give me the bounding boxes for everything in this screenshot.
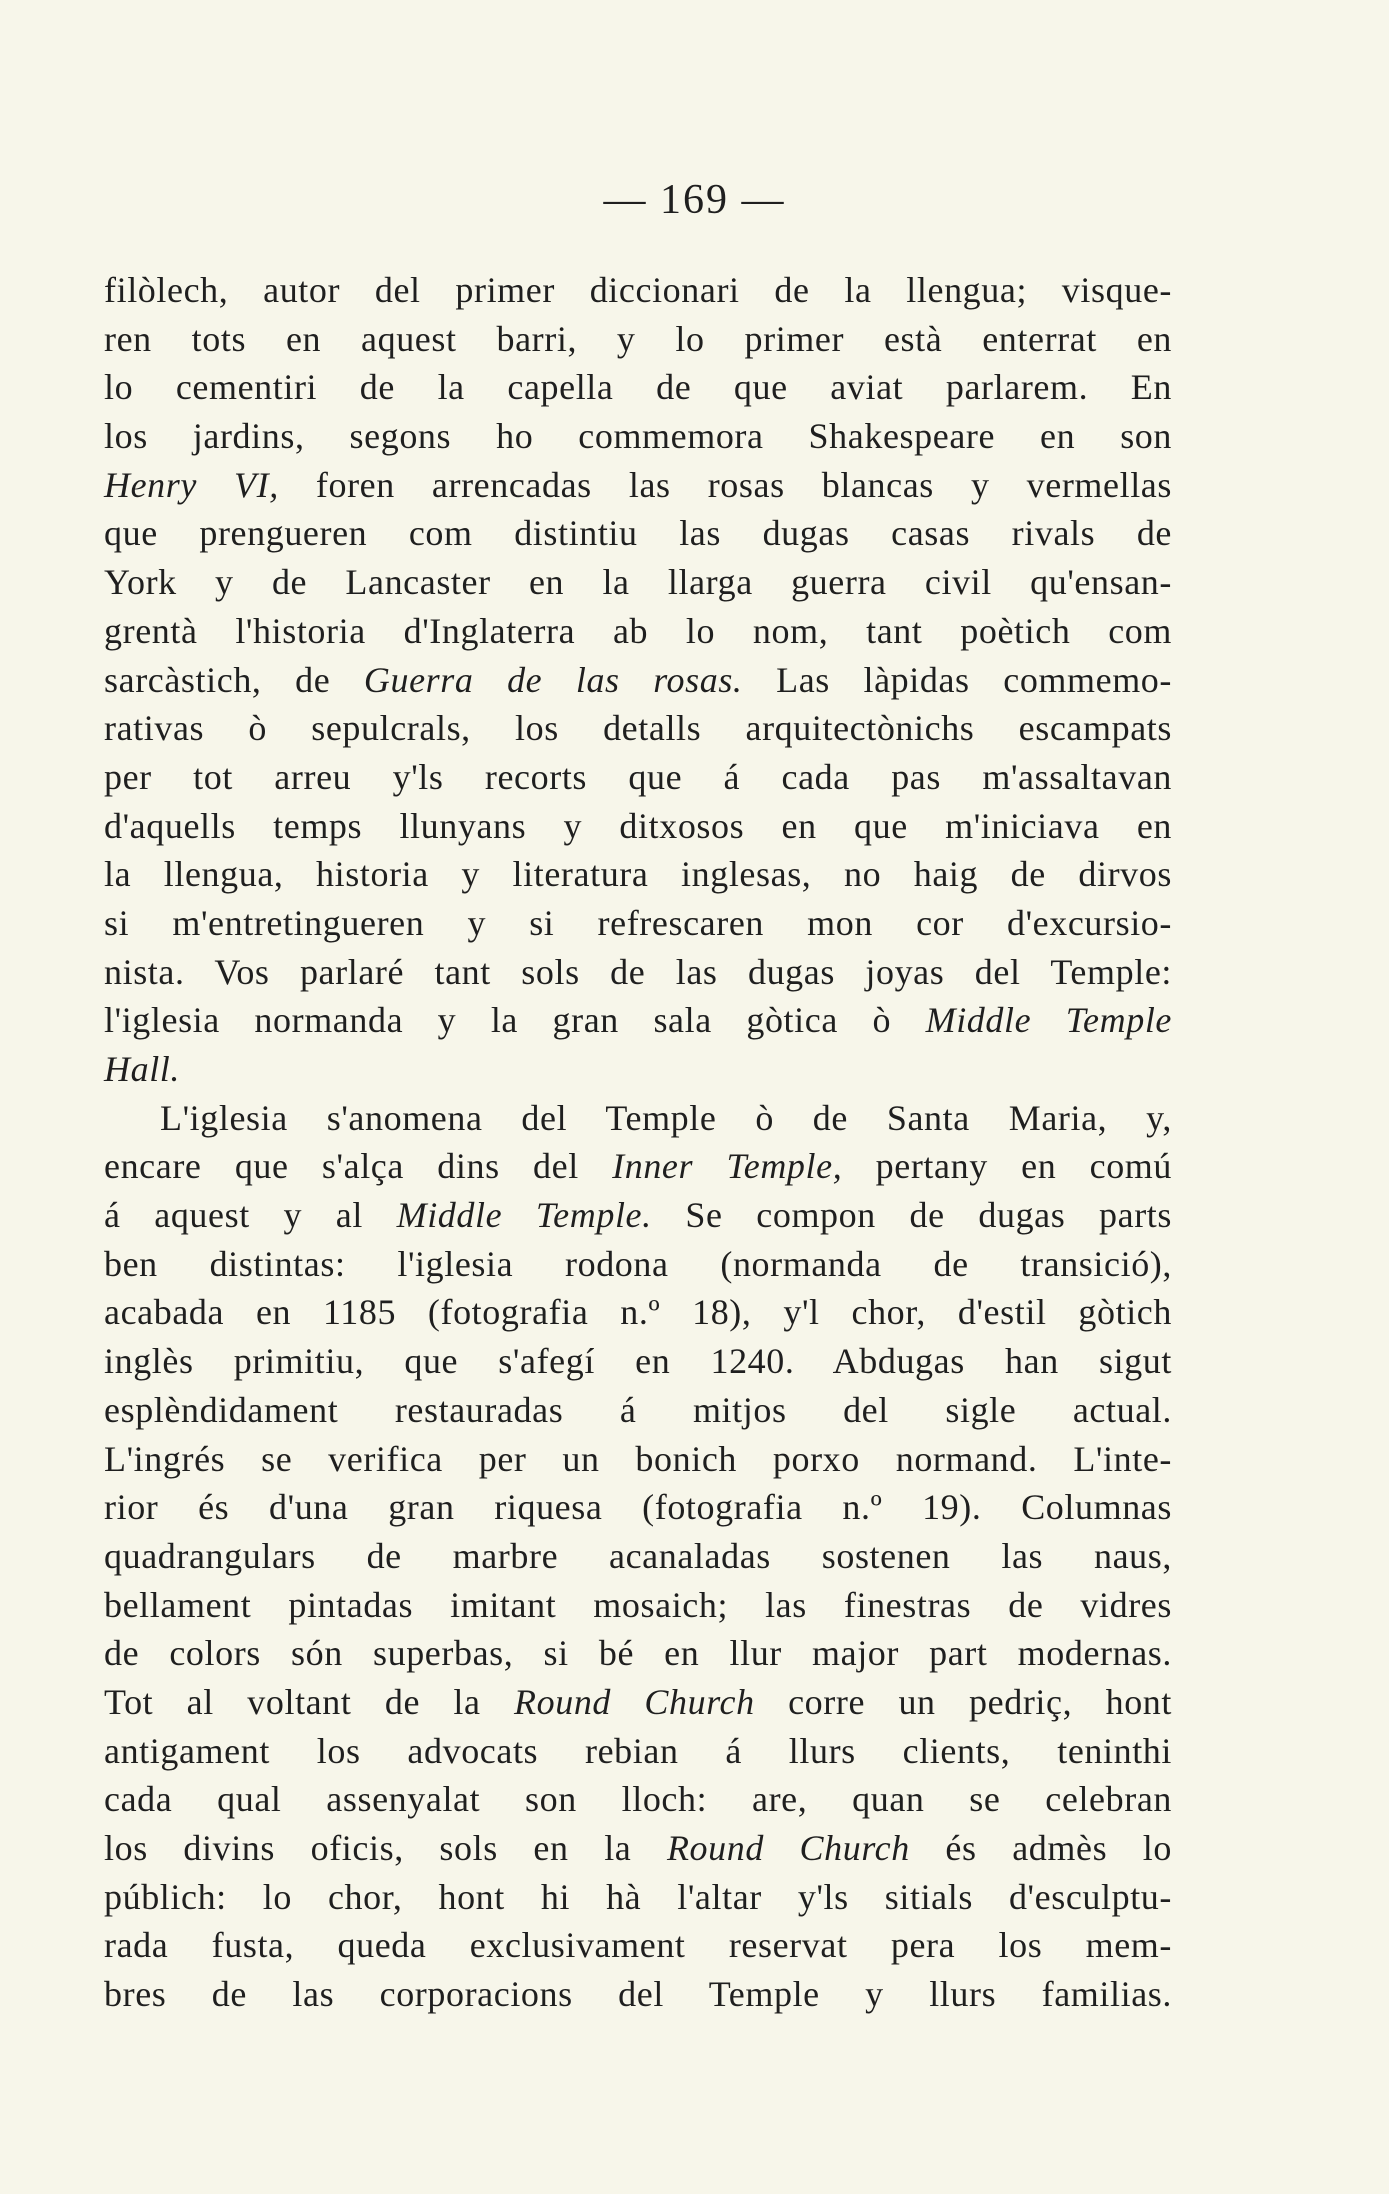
text-segment: esplèndidament restauradas á mitjos del sigle actual. <box>104 1389 1172 1430</box>
text-line <box>104 1727 1172 1776</box>
text-line <box>104 1337 1172 1386</box>
text-segment: encare que s'alça dins del <box>104 1146 613 1187</box>
text-line <box>104 1824 1172 1873</box>
text-segment: corre un pedriç, hont <box>754 1681 1172 1722</box>
italic-text-segment: Hall. <box>104 1049 181 1089</box>
text-line <box>104 1288 1172 1337</box>
text-segment: L'ingrés se verifica per un bonich porxo normand. L'inte- <box>104 1438 1172 1479</box>
text-segment: quadrangulars de marbre acanaladas sostenen las naus, <box>104 1535 1172 1576</box>
text-line <box>104 509 1172 558</box>
text-segment: lo cementiri de la capella de que aviat parlarem. En <box>104 367 1172 408</box>
text-line <box>104 1045 1172 1094</box>
text-segment: bellament pintadas imitant mosaich; las finestras de vidres <box>104 1584 1172 1625</box>
text-line <box>104 1873 1172 1922</box>
text-segment: rativas ò sepulcrals, los detalls arquitectònichs escampats <box>104 708 1172 749</box>
text-segment: si m'entretingueren y si refrescaren mon cor d'excursio- <box>104 902 1172 943</box>
text-line <box>104 363 1172 412</box>
text-segment: rada fusta, queda exclusivament reservat pera los mem- <box>104 1925 1172 1966</box>
text-line <box>104 753 1172 802</box>
text-line <box>104 607 1172 656</box>
page-number: — 169 — <box>603 177 786 223</box>
italic-text-segment: Round Church <box>666 1828 910 1868</box>
text-line <box>104 996 1172 1045</box>
text-line <box>104 1678 1172 1727</box>
text-line <box>104 850 1172 899</box>
text-line <box>104 1142 1172 1191</box>
italic-text-segment: Henry VI, <box>104 464 279 505</box>
text-line <box>104 1581 1172 1630</box>
text-segment: foren arrencadas las rosas blancas y vermellas <box>278 464 1172 505</box>
text-segment: Tot al voltant de la <box>104 1681 515 1722</box>
italic-text-segment: Inner Temple, <box>612 1146 843 1187</box>
text-segment: bres de las corporacions del Temple y llurs familias. <box>104 1974 1172 2015</box>
text-segment: inglès primitiu, que s'afegí en 1240. Abdugas han sigut <box>104 1341 1172 1382</box>
body-text <box>104 266 1172 2019</box>
text-segment: és admès lo <box>909 1828 1172 1868</box>
text-segment: de colors són superbas, si bé en llur major part modernas. <box>104 1633 1172 1674</box>
text-segment: los divins oficis, sols en la <box>104 1828 667 1868</box>
text-segment: per tot arreu y'ls recorts que á cada pas m'assaltavan <box>104 756 1172 797</box>
italic-text-segment: Round Church <box>514 1681 755 1722</box>
text-segment: antigament los advocats rebian á llurs clients, teninthi <box>104 1730 1172 1771</box>
text-line <box>104 1191 1172 1240</box>
text-segment: l'iglesia normanda y la gran sala gòtica ò <box>104 1000 926 1041</box>
text-segment: públich: lo chor, hont hi hà l'altar y'ls sitials d'esculptu- <box>104 1876 1172 1917</box>
text-segment: ren tots en aquest barri, y lo primer està enterrat en <box>104 318 1172 359</box>
text-segment: que prengueren com distintiu las dugas casas rivals de <box>104 513 1172 554</box>
text-line <box>104 1775 1172 1824</box>
italic-text-segment: Middle Temple <box>925 1000 1172 1041</box>
text-segment: Se compon de dugas parts <box>651 1195 1173 1236</box>
text-line <box>104 1532 1172 1581</box>
text-segment: rior és d'una gran riquesa (fotografia n.º 19). Columnas <box>104 1487 1172 1528</box>
italic-text-segment: Guerra de las rosas. <box>363 659 743 700</box>
text-line <box>104 1629 1172 1678</box>
text-segment: acabada en 1185 (fotografia n.º 18), y'l chor, d'estil gòtich <box>104 1292 1172 1333</box>
text-line <box>104 1970 1172 2019</box>
text-line <box>104 899 1172 948</box>
text-line <box>104 948 1172 997</box>
text-segment: la llengua, historia y literatura inglesas, no haig de dirvos <box>104 854 1172 895</box>
text-segment: d'aquells temps llunyans y ditxosos en que m'iniciava en <box>104 805 1172 846</box>
text-segment: á aquest y al <box>104 1195 397 1236</box>
text-segment: nista. Vos parlaré tant sols de las dugas joyas del Temple: <box>104 951 1172 992</box>
text-line <box>104 704 1172 753</box>
text-segment: pertany en comú <box>842 1146 1173 1187</box>
text-line <box>104 558 1172 607</box>
text-line <box>104 802 1172 851</box>
text-line <box>104 1483 1172 1532</box>
text-segment: grentà l'historia d'Inglaterra ab lo nom, tant poètich com <box>104 610 1172 651</box>
text-segment: los jardins, segons ho commemora Shakespeare en son <box>104 416 1172 457</box>
text-segment: sarcàstich, de <box>104 659 364 700</box>
text-line <box>104 1094 1172 1143</box>
text-segment: cada qual assenyalat son lloch: are, quan se celebran <box>104 1779 1172 1820</box>
text-line <box>104 266 1172 315</box>
text-line <box>104 461 1172 510</box>
text-segment: ben distintas: l'iglesia rodona (normanda de transició), <box>104 1243 1172 1284</box>
text-line <box>104 315 1172 364</box>
text-segment: Las làpidas commemo- <box>742 659 1172 700</box>
text-line <box>104 656 1172 705</box>
text-line <box>104 412 1172 461</box>
text-segment: York y de Lancaster en la llarga guerra civil qu'ensan- <box>104 562 1172 603</box>
text-line <box>104 1435 1172 1484</box>
text-line <box>104 1386 1172 1435</box>
text-line <box>104 1240 1172 1289</box>
text-segment: L'iglesia s'anomena del Temple ò de Santa Maria, y, <box>160 1097 1172 1138</box>
text-line <box>104 1921 1172 1970</box>
italic-text-segment: Middle Temple. <box>396 1195 652 1236</box>
text-segment: filòlech, autor del primer diccionari de la llengua; visque- <box>104 270 1172 310</box>
